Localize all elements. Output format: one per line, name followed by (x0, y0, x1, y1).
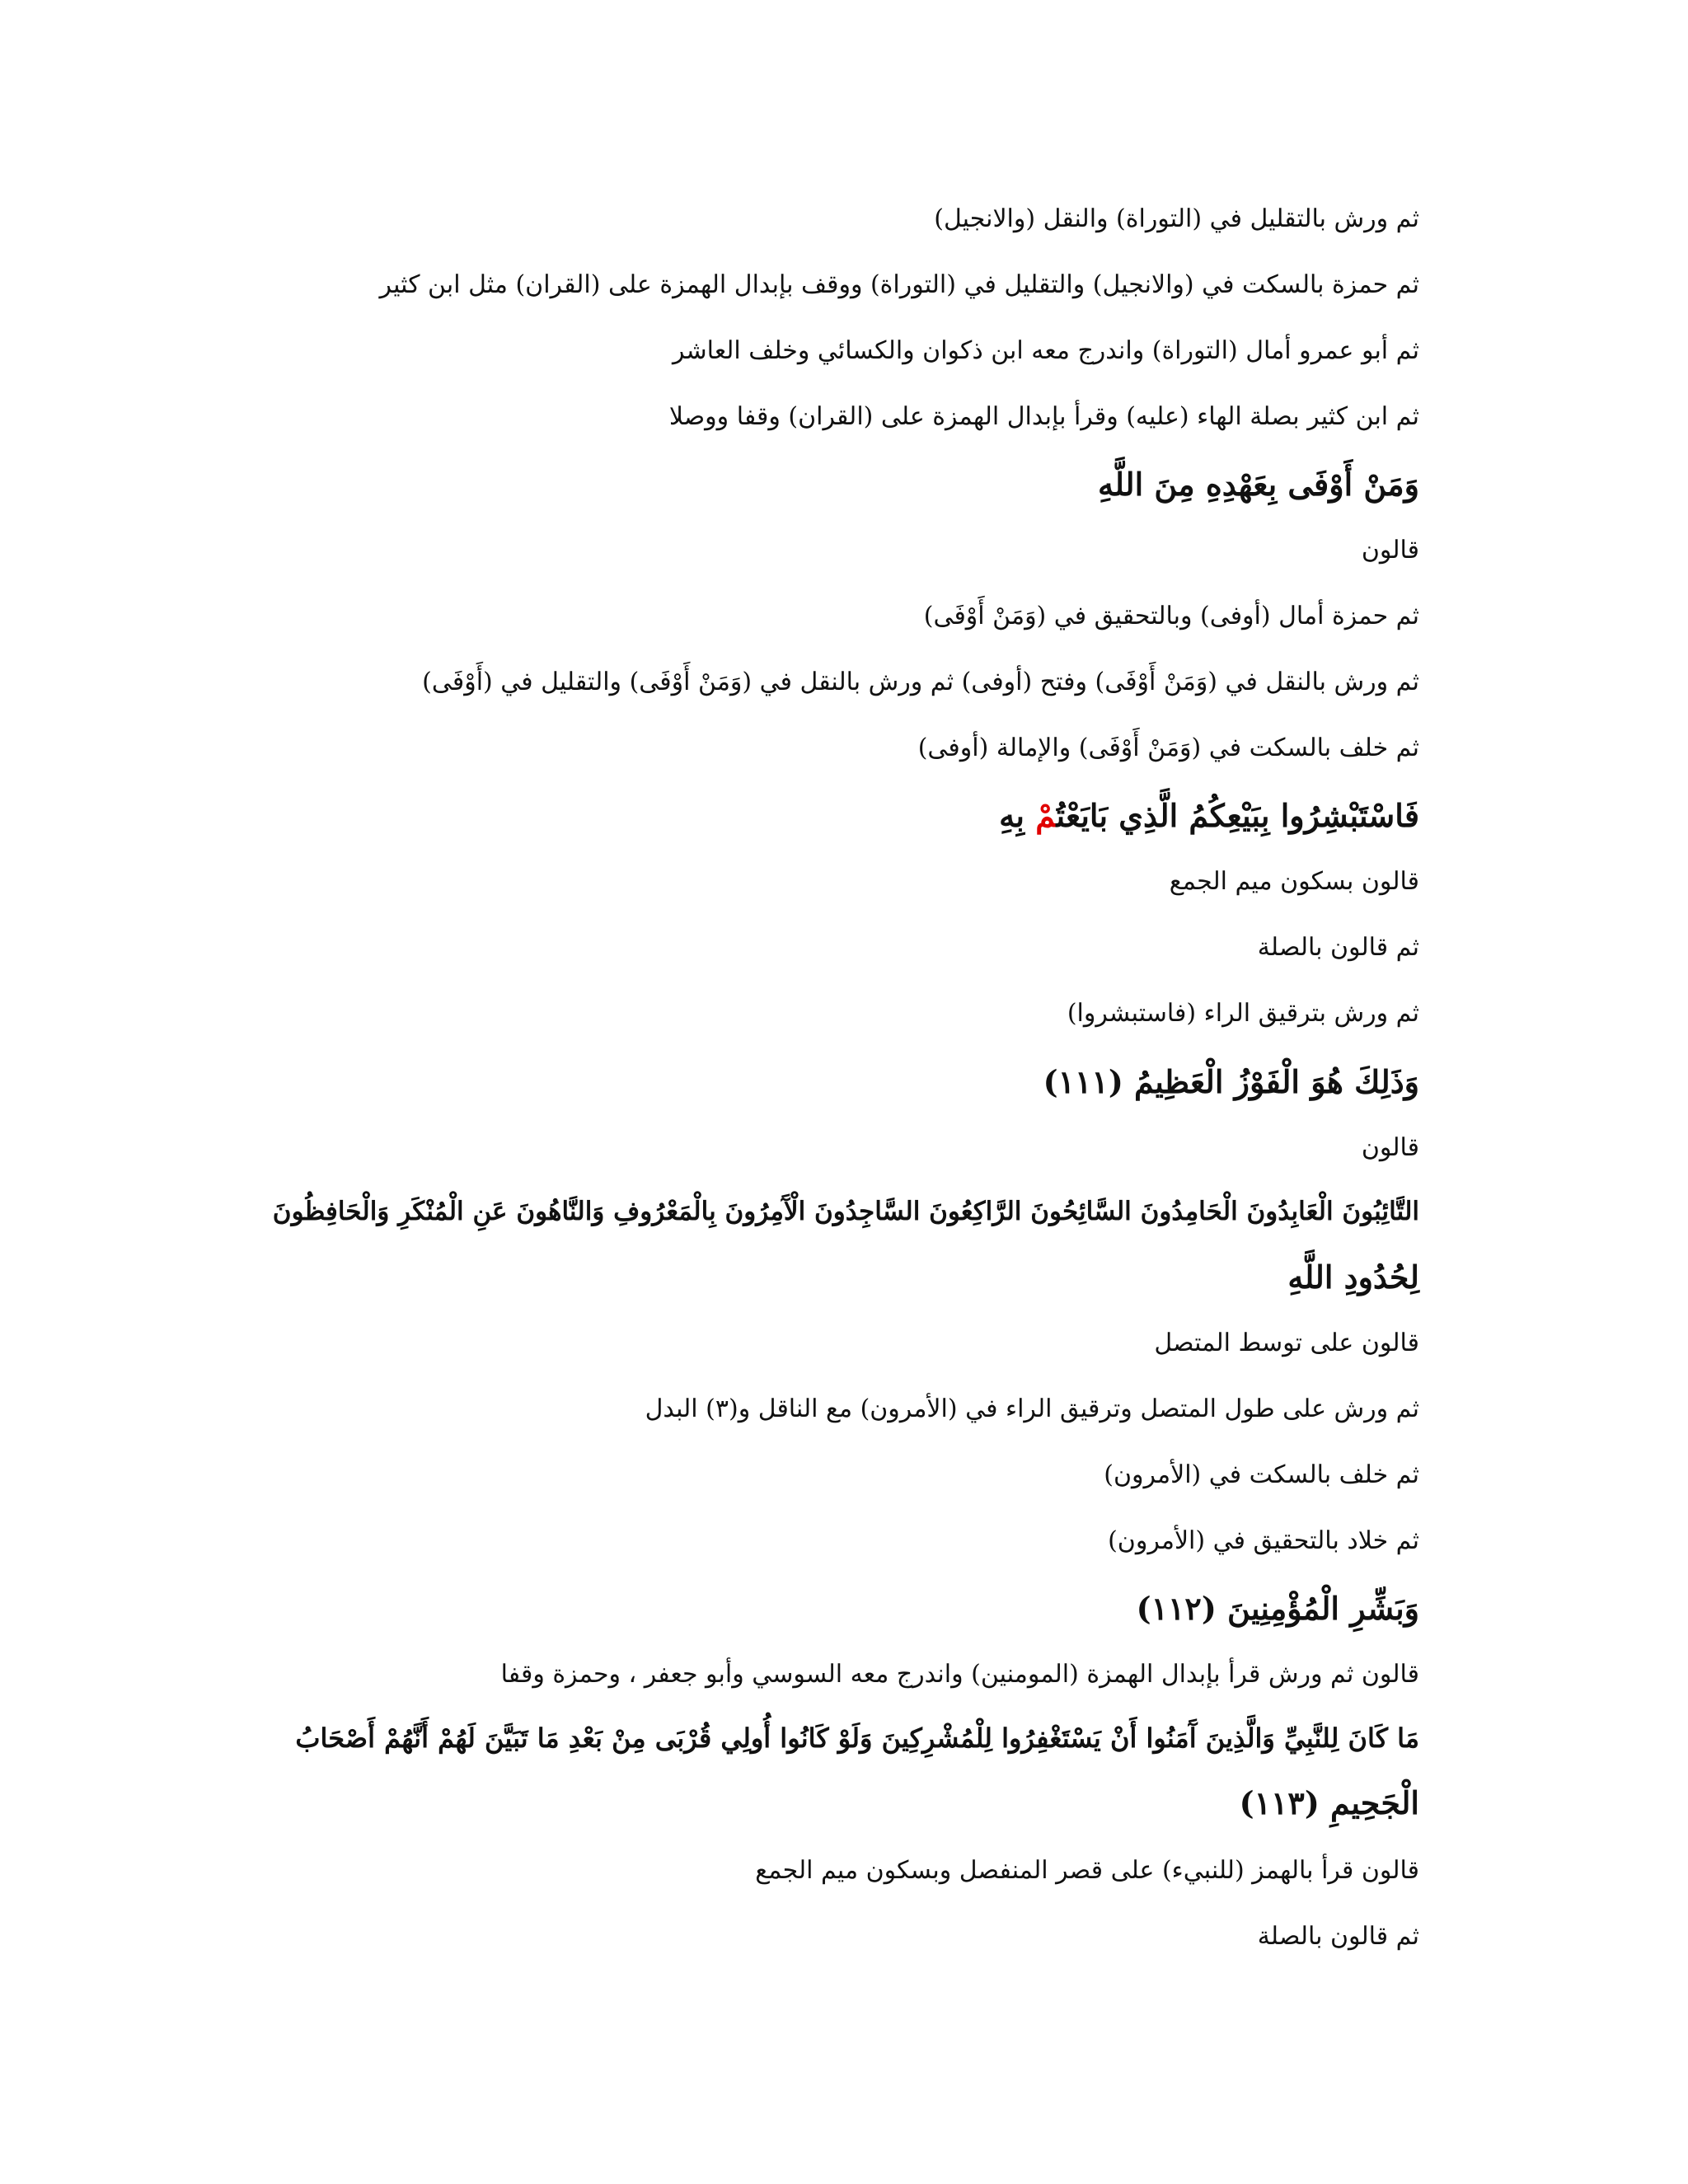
text-line: ثم ابن كثير بصلة الهاء (عليه) وقرأ بإبدال الهمزة على (القران) وقفا ووصلا (668, 402, 1419, 431)
verse-text-start: فَاسْتَبْشِرُوا بِبَيْعِكُمُ الَّذِي بَايَعْتُ (1056, 797, 1419, 834)
verse-text-end: بِهِ (999, 797, 1036, 834)
text-line: ثم قالون بالصلة (1257, 1922, 1419, 1951)
text-line: ثم ورش بالنقل في (وَمَنْ أَوْفَى) وفتح (أوفى) ثم ورش بالنقل في (وَمَنْ أَوْفَى) والتقليل في (أَوْفَى) (422, 668, 1419, 696)
verse-line: لِحُدُودِ اللَّهِ (1287, 1258, 1419, 1296)
text-line: قالون (1361, 536, 1419, 565)
text-line: قالون قرأ بالهمز (للنبيء) على قصر المنفصل وبسكون ميم الجمع (755, 1856, 1419, 1885)
text-line: ثم قالون بالصلة (1257, 933, 1419, 962)
text-line: قالون على توسط المتصل (1154, 1329, 1419, 1357)
text-line: ثم ورش على طول المتصل وترقيق الراء في (الأمرون) مع الناقل و(٣) البدل (645, 1394, 1419, 1423)
text-line: ثم خلف بالسكت في (وَمَنْ أَوْفَى) والإمالة (أوفى) (917, 733, 1419, 762)
text-line: ثم ورش بالتقليل في (التوراة) والنقل (والانجيل) (934, 204, 1419, 233)
text-line: قالون بسكون ميم الجمع (1169, 867, 1419, 896)
verse-line: التَّائِبُونَ الْعَابِدُونَ الْحَامِدُونَ السَّائِحُونَ الرَّاكِعُونَ السَّاجِدُونَ الْآَمِرُونَ بِالْمَعْرُوفِ وَالنَّاهُونَ عَنِ الْمُنْكَرِ وَالْحَافِظُونَ (272, 1197, 1419, 1226)
text-line: ثم حمزة أمال (أوفى) وبالتحقيق في (وَمَنْ أَوْفَى) (923, 602, 1419, 630)
verse-line: وَمَنْ أَوْفَى بِعَهْدِهِ مِنَ اللَّهِ (1098, 466, 1419, 503)
text-line: قالون ثم ورش قرأ بإبدال الهمزة (المومنين) واندرج معه السوسي وأبو جعفر ، وحمزة وقفا (500, 1660, 1419, 1689)
verse-line (999, 797, 1419, 834)
text-line: ثم ورش بترقيق الراء (فاستبشروا) (1067, 999, 1419, 1028)
verse-line: مَا كَانَ لِلنَّبِيِّ وَالَّذِينَ آَمَنُوا أَنْ يَسْتَغْفِرُوا لِلْمُشْرِكِينَ وَلَوْ كَانُوا أُولِي قُرْبَى مِنْ بَعْدِ مَا تَبَيَّنَ لَهُمْ أَنَّهُمْ أَصْحَابُ (295, 1722, 1419, 1754)
text-line: ثم خلف بالسكت في (الأمرون) (1104, 1460, 1419, 1489)
verse-line: الْجَحِيمِ (١١٣) (1239, 1784, 1419, 1821)
text-line: قالون (1361, 1133, 1419, 1162)
text-line: ثم خلاد بالتحقيق في (الأمرون) (1108, 1526, 1419, 1555)
text-line: ثم أبو عمرو أمال (التوراة) واندرج معه ابن ذكوان والكسائي وخلف العاشر (672, 336, 1419, 365)
text-line: ثم حمزة بالسكت في (والانجيل) والتقليل في (التوراة) ووقف بإبدال الهمزة على (القران) مثل ابن كثير (379, 270, 1419, 299)
verse-line: وَبَشِّرِ الْمُؤْمِنِينَ (١١٢) (1136, 1590, 1419, 1627)
verse-line: وَذَلِكَ هُوَ الْفَوْزُ الْعَظِيمُ (١١١) (1043, 1063, 1419, 1100)
highlighted-meem: مْ (1035, 797, 1057, 834)
